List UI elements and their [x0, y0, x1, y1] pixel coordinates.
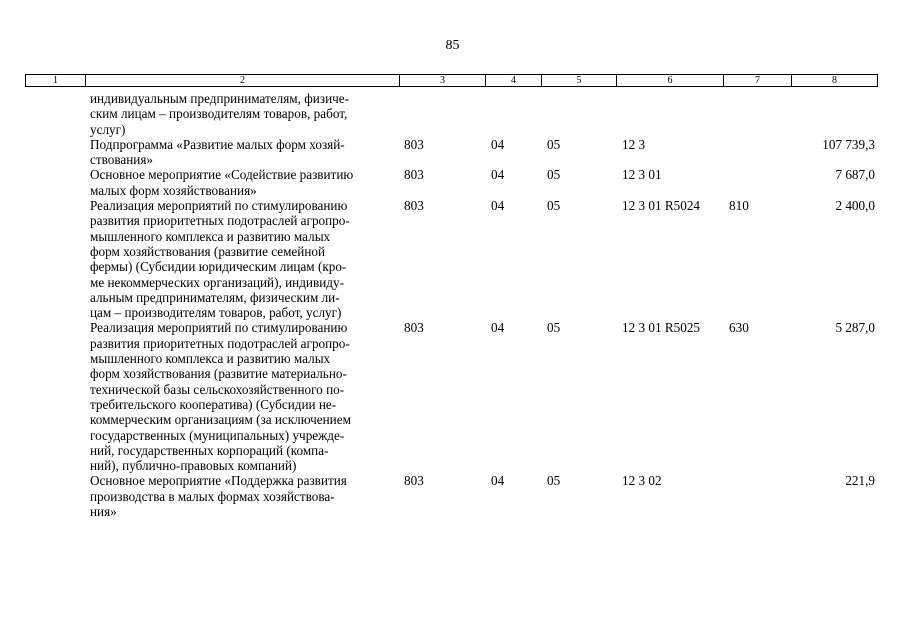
header-col-2: 2 — [86, 75, 400, 86]
row-pr: 05 — [547, 136, 561, 152]
row-csr: 12 3 01 R5024 — [622, 198, 701, 214]
row-grbs: 803 — [404, 320, 424, 336]
table-row — [25, 167, 878, 198]
row-grbs: 803 — [404, 136, 424, 152]
header-col-1: 1 — [26, 75, 86, 86]
row-vr: 810 — [729, 198, 749, 214]
header-col-5: 5 — [542, 75, 617, 86]
header-col-3: 3 — [400, 75, 486, 86]
row-name: Основное мероприятие «Содействие развитию малых форм хозяйствования» — [90, 167, 354, 198]
row-csr: 12 3 02 — [622, 473, 662, 489]
row-name: Основное мероприятие «Поддержка развития производства в малых формах хозяйствова- ния» — [90, 473, 347, 520]
row-sum: 221,9 — [845, 473, 875, 489]
row-rz: 04 — [491, 167, 505, 183]
row-sum: 107 739,3 — [822, 136, 875, 152]
table-header — [25, 74, 878, 87]
page-number: 85 — [445, 38, 460, 53]
row-csr: 12 3 01 — [622, 167, 662, 183]
row-grbs: 803 — [404, 198, 424, 214]
row-vr: 630 — [729, 320, 749, 336]
header-col-7: 7 — [724, 75, 792, 86]
header-col-8: 8 — [832, 75, 837, 86]
table-body — [25, 91, 878, 519]
row-name: Подпрограмма «Развитие малых форм хозяй- ствования» — [90, 136, 345, 168]
row-pr: 05 — [547, 473, 561, 489]
row-rz: 04 — [491, 473, 505, 489]
table-row — [25, 137, 878, 168]
row-rz: 04 — [491, 320, 505, 336]
row-name: Реализация мероприятий по стимулированию развития приоритетных подотраслей агропро- мышленного комплекса и развитию малых форм хозяйствования (развитие материально- технической базы сельскохозяйственного по- требительского кооператива) (Субсидии не- коммерческим организациям (за исключением государственных (муниципальных) учрежде- ний, государственных корпораций (компа- ний), публично-правовых компаний) — [90, 320, 351, 474]
row-csr: 12 3 — [622, 136, 646, 152]
row-csr: 12 3 01 R5025 — [622, 320, 701, 336]
row-pr: 05 — [547, 320, 561, 336]
row-name: Реализация мероприятий по стимулированию развития приоритетных подотраслей агропро- мышленного комплекса и развитию малых форм хозяйствования (развитие семейной фермы) (Субсидии юридическим лицам (кро- ме некоммерческих организаций), индивиду- альным предпринимателям, физическим ли- цам – производителям товаров, работ, услуг) — [90, 198, 350, 321]
header-col-6: 6 — [617, 75, 724, 86]
row-sum: 7 687,0 — [835, 167, 875, 183]
row-grbs: 803 — [404, 167, 424, 183]
table-row — [25, 91, 878, 137]
table-row — [25, 320, 878, 473]
table-row — [25, 473, 878, 519]
header-col-4: 4 — [486, 75, 542, 86]
row-sum: 2 400,0 — [835, 198, 875, 214]
row-pr: 05 — [547, 167, 561, 183]
row-rz: 04 — [491, 136, 505, 152]
row-pr: 05 — [547, 198, 561, 214]
row-rz: 04 — [491, 198, 505, 214]
row-sum: 5 287,0 — [835, 320, 875, 336]
row-grbs: 803 — [404, 473, 424, 489]
row-name: индивидуальным предпринимателям, физиче- ским лицам – производителям товаров, работ, услуг) — [90, 91, 349, 137]
table-row — [25, 198, 878, 320]
